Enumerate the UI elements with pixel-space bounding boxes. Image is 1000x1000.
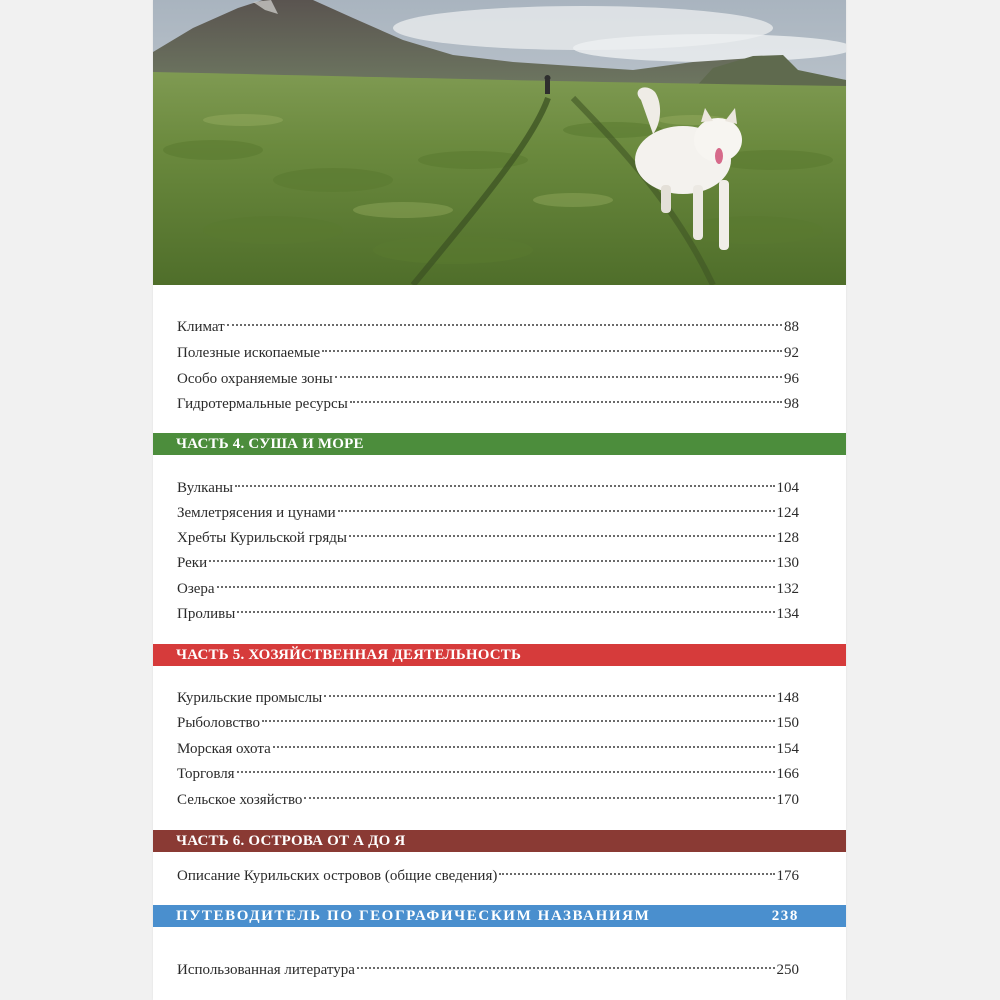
toc-item[interactable] bbox=[177, 551, 799, 575]
dot-leader bbox=[235, 485, 775, 487]
dot-leader bbox=[322, 350, 782, 352]
toc-item[interactable] bbox=[177, 501, 799, 525]
toc-item[interactable] bbox=[177, 737, 799, 761]
toc-item[interactable] bbox=[177, 367, 799, 391]
toc-item[interactable] bbox=[177, 476, 799, 500]
toc-item-page: 150 bbox=[776, 715, 799, 731]
toc-item[interactable] bbox=[177, 577, 799, 601]
toc-item[interactable] bbox=[177, 341, 799, 365]
toc-item-page: 128 bbox=[776, 530, 799, 546]
toc-item-title: Особо охраняемые зоны bbox=[177, 371, 333, 387]
guide-heading-label: ПУТЕВОДИТЕЛЬ ПО ГЕОГРАФИЧЕСКИМ НАЗВАНИЯМ bbox=[176, 908, 651, 924]
part5-heading-label: ЧАСТЬ 5. ХОЗЯЙСТВЕННАЯ ДЕЯТЕЛЬНОСТЬ bbox=[176, 647, 522, 663]
toc-item-page: 104 bbox=[776, 480, 799, 496]
dot-leader bbox=[357, 967, 775, 969]
dot-leader bbox=[335, 376, 782, 378]
toc-item-title: Курильские промыслы bbox=[177, 690, 323, 706]
dot-leader bbox=[324, 695, 774, 697]
toc-item-title: Проливы bbox=[177, 606, 236, 622]
toc-item-title: Вулканы bbox=[177, 480, 233, 496]
book-page bbox=[153, 0, 846, 1000]
part5-heading[interactable] bbox=[153, 644, 846, 666]
toc-item-page: 124 bbox=[776, 505, 799, 521]
toc-item-page: 130 bbox=[776, 555, 799, 571]
toc-item-page: 96 bbox=[784, 371, 799, 387]
toc-item-page: 176 bbox=[776, 868, 799, 884]
toc-item-page: 132 bbox=[776, 581, 799, 597]
toc-item-title: Хребты Курильской гряды bbox=[177, 530, 347, 546]
toc-item[interactable] bbox=[177, 392, 799, 416]
dot-leader bbox=[349, 535, 775, 537]
toc-item-title: Морская охота bbox=[177, 741, 271, 757]
toc-item-title: Описание Курильских островов (общие сведения) bbox=[177, 868, 498, 884]
toc-item[interactable] bbox=[177, 526, 799, 550]
toc-item-title: Сельское хозяйство bbox=[177, 792, 303, 808]
toc-item-page: 134 bbox=[776, 606, 799, 622]
dot-leader bbox=[499, 873, 774, 875]
toc-item[interactable] bbox=[177, 711, 799, 735]
toc-item[interactable] bbox=[177, 864, 799, 888]
toc-item[interactable] bbox=[177, 762, 799, 786]
toc-item-title: Климат bbox=[177, 319, 225, 335]
dot-leader bbox=[237, 611, 774, 613]
dot-leader bbox=[217, 586, 775, 588]
toc-item-literature[interactable] bbox=[177, 958, 799, 982]
guide-heading-page: 238 bbox=[771, 908, 799, 924]
dot-leader bbox=[304, 797, 774, 799]
cover-photo bbox=[153, 0, 846, 285]
part6-heading[interactable] bbox=[153, 830, 846, 852]
toc-item[interactable] bbox=[177, 788, 799, 812]
toc-item-title: Гидротермальные ресурсы bbox=[177, 396, 348, 412]
toc-item-title: Озера bbox=[177, 581, 215, 597]
toc-item-page: 166 bbox=[776, 766, 799, 782]
toc-item-page: 170 bbox=[776, 792, 799, 808]
dot-leader bbox=[237, 771, 775, 773]
part6-heading-label: ЧАСТЬ 6. ОСТРОВА ОТ А ДО Я bbox=[176, 833, 406, 849]
toc-item[interactable] bbox=[177, 686, 799, 710]
toc-item-title: Полезные ископаемые bbox=[177, 345, 321, 361]
toc-item-title: Землетрясения и цунами bbox=[177, 505, 336, 521]
dot-leader bbox=[350, 401, 782, 403]
dot-leader bbox=[273, 746, 775, 748]
toc-item-title: Рыболовство bbox=[177, 715, 261, 731]
toc-item-page: 88 bbox=[784, 319, 799, 335]
dot-leader bbox=[338, 510, 775, 512]
toc-item-title: Использованная литература bbox=[177, 962, 355, 978]
toc-item-page: 154 bbox=[776, 741, 799, 757]
part4-heading-label: ЧАСТЬ 4. СУША И МОРЕ bbox=[176, 436, 364, 452]
dot-leader bbox=[227, 324, 782, 326]
toc-item[interactable] bbox=[177, 315, 799, 339]
guide-heading[interactable] bbox=[153, 905, 846, 927]
toc-item-title: Торговля bbox=[177, 766, 235, 782]
toc-item-page: 250 bbox=[776, 962, 799, 978]
dot-leader bbox=[262, 720, 774, 722]
part4-heading[interactable] bbox=[153, 433, 846, 455]
toc-item-page: 92 bbox=[784, 345, 799, 361]
toc-item-title: Реки bbox=[177, 555, 208, 571]
dot-leader bbox=[209, 560, 774, 562]
toc-item[interactable] bbox=[177, 602, 799, 626]
toc-item-page: 148 bbox=[776, 690, 799, 706]
toc-item-page: 98 bbox=[784, 396, 799, 412]
